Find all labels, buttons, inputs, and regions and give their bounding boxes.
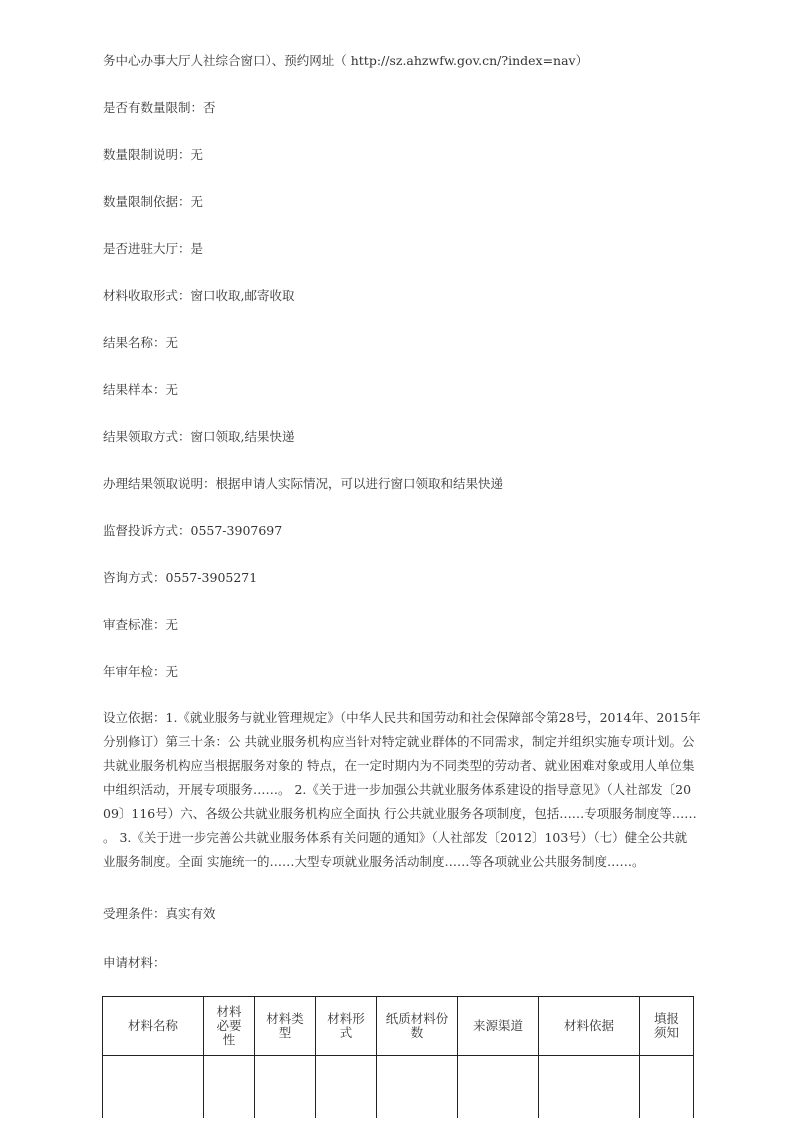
- line-acceptance-condition: 受理条件：真实有效: [103, 906, 216, 921]
- materials-label: 申请材料：: [103, 955, 166, 970]
- header-paper-copies: 纸质材料份 数: [377, 997, 458, 1056]
- table-cell: [539, 1056, 640, 1119]
- table-cell: [316, 1056, 377, 1119]
- header-material-form: 材料形 式: [316, 997, 377, 1056]
- line-annual-review: 年审年检：无: [103, 664, 179, 679]
- line-quantity-limit: 是否有数量限制：否: [103, 100, 216, 115]
- line-review-standard: 审查标准：无: [103, 617, 179, 632]
- legal-basis-line: 分别修订）第三十条：公 共就业服务机构应当针对特定就业群体的不同需求，制定并组织实施专项计划。公: [103, 734, 695, 749]
- line-complaint-phone: 监督投诉方式：0557-3907697: [103, 523, 283, 538]
- header-fill-notes: 填报 须知: [640, 997, 694, 1056]
- materials-table: [102, 996, 694, 1118]
- legal-basis-line: 中组织活动，开展专项服务……。 2.《关于进一步加强公共就业服务体系建设的指导意见》（人社部发〔20: [103, 782, 692, 797]
- header-material-basis: 材料依据: [539, 997, 640, 1056]
- line-result-pickup: 结果领取方式：窗口领取,结果快递: [103, 429, 295, 444]
- table-cell: [640, 1056, 694, 1119]
- line-result-sample: 结果样本：无: [103, 382, 179, 397]
- legal-basis-paragraph: [103, 706, 701, 874]
- header-material-type: 材料类 型: [255, 997, 316, 1056]
- line-result-name: 结果名称：无: [103, 335, 179, 350]
- table-cell: [458, 1056, 539, 1119]
- legal-basis-line: 09〕116号）六、各级公共就业服务机构应全面执 行公共就业服务各项制度，包括……专项服务制度等……: [103, 806, 697, 821]
- table-row: [103, 1056, 694, 1119]
- line-material-collection: 材料收取形式：窗口收取,邮寄收取: [103, 288, 295, 303]
- header-source-channel: 来源渠道: [458, 997, 539, 1056]
- legal-basis-line: 业服务制度。全面 实施统一的……大型专项就业服务活动制度……等各项就业公共服务制度……。: [103, 854, 645, 869]
- line-appointment-url: 务中心办事大厅人社综合窗口）、预约网址（ http://sz.ahzwfw.gov.cn/?index=nav）: [103, 53, 589, 68]
- legal-basis-line: 。 3.《关于进一步完善公共就业服务体系有关问题的通知》（人社部发〔2012〕103号）（七）健全公共就: [103, 830, 688, 845]
- line-quantity-limit-basis: 数量限制依据：无: [103, 194, 204, 209]
- line-in-hall: 是否进驻大厅：是: [103, 241, 204, 256]
- legal-basis-line: 共就业服务机构应当根据服务对象的 特点，在一定时期内为不同类型的劳动者、就业困难对象或用人单位集: [103, 758, 695, 773]
- header-necessity: 材料 必要 性: [204, 997, 255, 1056]
- line-quantity-limit-desc: 数量限制说明：无: [103, 147, 204, 162]
- table-cell: [255, 1056, 316, 1119]
- line-result-pickup-desc: 办理结果领取说明：根据申请人实际情况，可以进行窗口领取和结果快递: [103, 476, 504, 491]
- table-cell: [103, 1056, 204, 1119]
- table-header-row: [103, 997, 694, 1056]
- legal-basis-line: 设立依据：1.《就业服务与就业管理规定》（中华人民共和国劳动和社会保障部令第28号，2014年、2015年: [103, 710, 701, 725]
- line-consult-phone: 咨询方式：0557-3905271: [103, 570, 258, 585]
- table-cell: [204, 1056, 255, 1119]
- table-cell: [377, 1056, 458, 1119]
- header-material-name: 材料名称: [103, 997, 204, 1056]
